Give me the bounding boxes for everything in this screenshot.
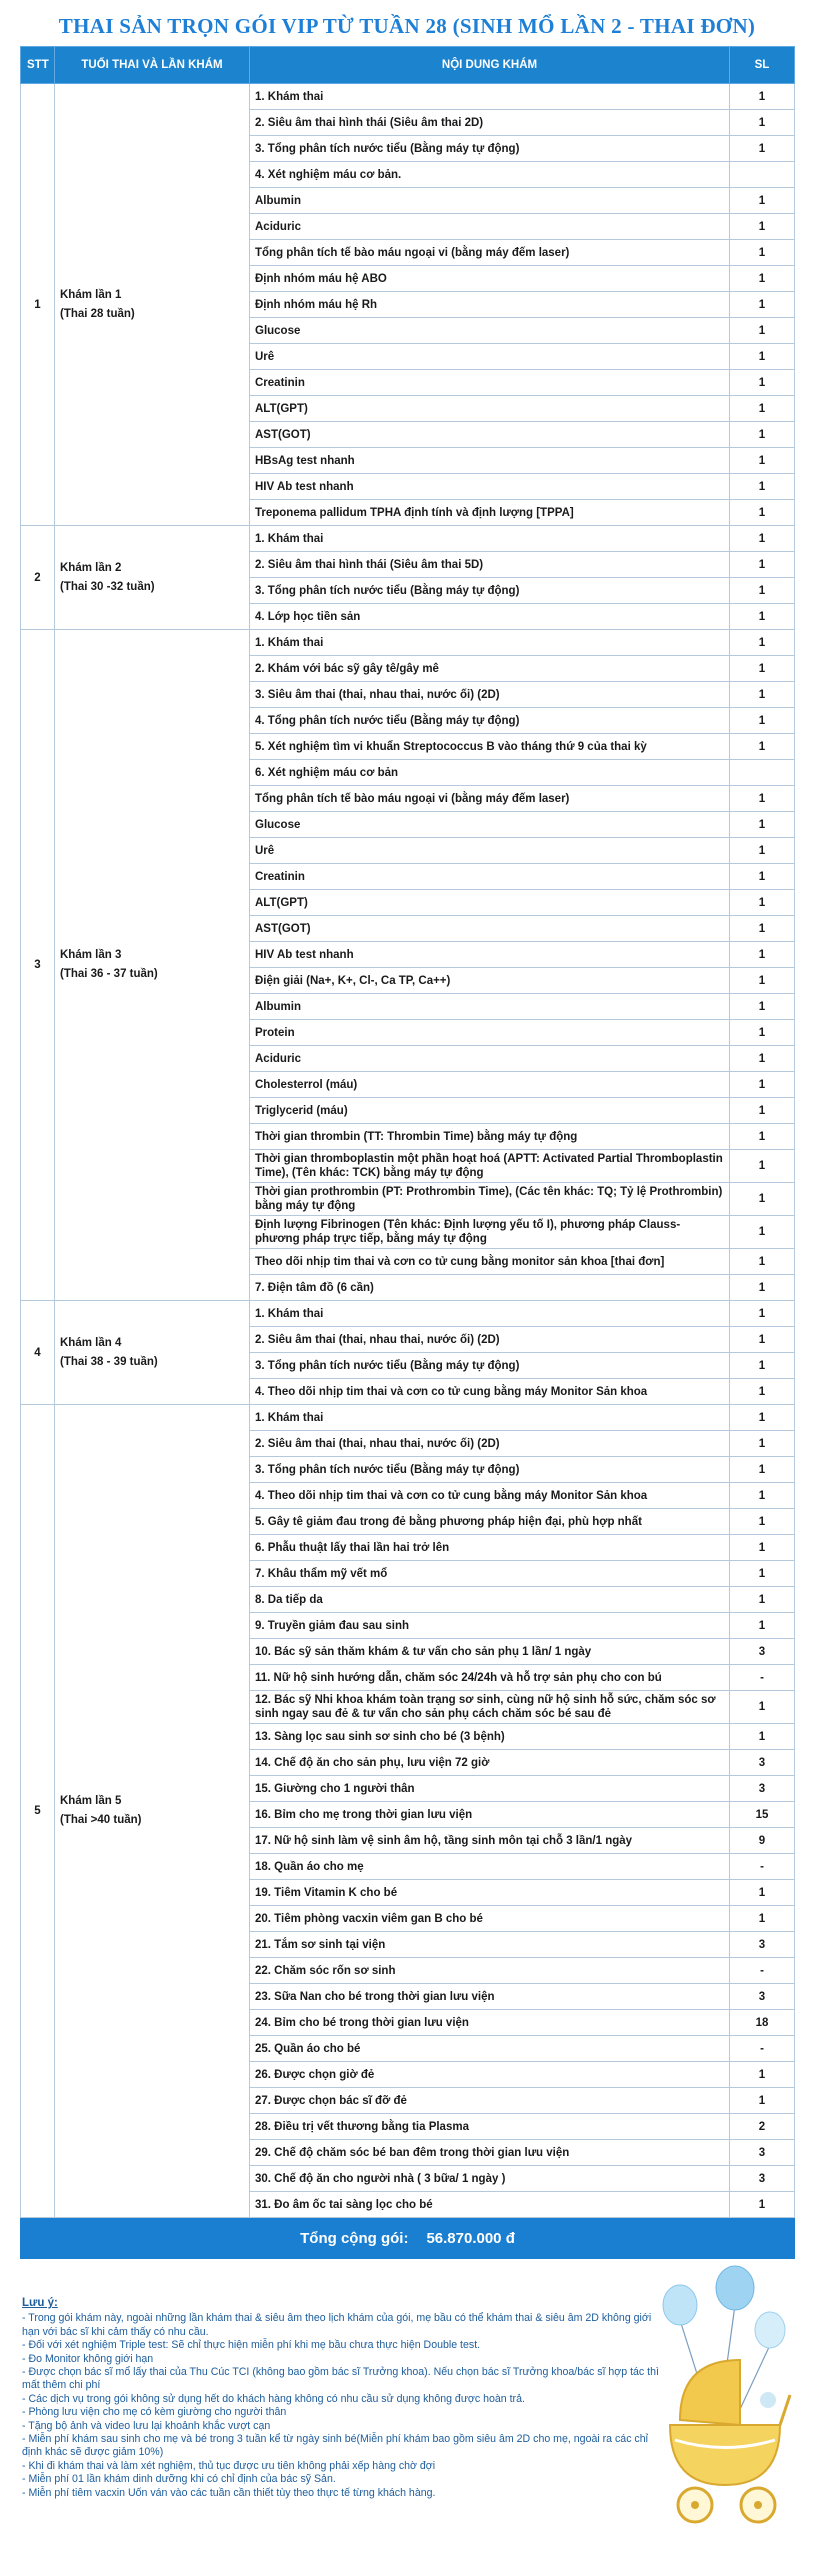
service-qty: 1 (730, 708, 795, 734)
service-item: Theo dõi nhịp tim thai và cơn co tử cung bằng monitor sản khoa [thai đơn] (250, 1249, 730, 1275)
service-item: AST(GOT) (250, 916, 730, 942)
note-line: - Được chọn bác sĩ mổ lấy thai của Thu Cúc TCI (không bao gồm bác sĩ Trưởng khoa). Nếu chọn bác sĩ Trưởng khoa/bác sĩ hợp tác thì mất thêm chi phí (22, 2366, 659, 2392)
visit-cell (55, 526, 250, 630)
service-qty: 1 (730, 1327, 795, 1353)
service-item: 1. Khám thai (250, 84, 730, 110)
service-item: 26. Được chọn giờ đẻ (250, 2062, 730, 2088)
service-qty: 1 (730, 890, 795, 916)
note-line: - Đo Monitor không giới hạn (22, 2352, 154, 2365)
service-qty: 1 (730, 734, 795, 760)
service-item: Urê (250, 838, 730, 864)
service-qty: 1 (730, 1509, 795, 1535)
service-item: 19. Tiêm Vitamin K cho bé (250, 1880, 730, 1906)
service-qty: 1 (730, 2192, 795, 2218)
service-item: Urê (250, 344, 730, 370)
service-item: 12. Bác sỹ Nhi khoa khám toàn trạng sơ sinh, cùng nữ hộ sinh hỗ sức, chăm sóc sơ sinh ngay sau đẻ & tư vấn cho sản phụ cách chăm sóc bé sau đẻ (250, 1691, 730, 1724)
service-qty: 1 (730, 838, 795, 864)
service-qty: 1 (730, 1020, 795, 1046)
service-item: 3. Tổng phân tích nước tiểu (Bằng máy tự động) (250, 1457, 730, 1483)
visit-cell (55, 1301, 250, 1405)
notes-list (22, 2312, 662, 2500)
service-item: 25. Quần áo cho bé (250, 2036, 730, 2062)
service-item: Albumin (250, 994, 730, 1020)
service-item: 22. Chăm sóc rốn sơ sinh (250, 1958, 730, 1984)
baby-stroller-balloons-icon (640, 2250, 800, 2550)
service-qty: 9 (730, 1828, 795, 1854)
table-row (21, 630, 795, 656)
note-line: - Trong gói khám này, ngoài những lần khám thai & siêu âm theo lịch khám của gói, mẹ bầu có thể khám thai & siêu âm 2D không giới hạn với bác sĩ khi cảm thấy có nhu cầu. (22, 2312, 652, 2338)
service-qty (730, 760, 795, 786)
service-qty: 1 (730, 604, 795, 630)
service-item: Thời gian prothrombin (PT: Prothrombin Time), (Các tên khác: TQ; Tỷ lệ Prothrombin) bằng máy tự động (250, 1183, 730, 1216)
service-item: 20. Tiêm phòng vacxin viêm gan B cho bé (250, 1906, 730, 1932)
service-item: 7. Điện tâm đồ (6 cần) (250, 1275, 730, 1301)
service-qty: 2 (730, 2114, 795, 2140)
service-item: 6. Xét nghiệm máu cơ bản (250, 760, 730, 786)
service-qty: 1 (730, 786, 795, 812)
package-table (20, 46, 795, 2259)
service-qty: 15 (730, 1802, 795, 1828)
service-item: 4. Tổng phân tích nước tiểu (Bằng máy tự động) (250, 708, 730, 734)
service-qty: 1 (730, 1301, 795, 1327)
service-qty: 1 (730, 968, 795, 994)
service-item: Tổng phân tích tế bào máu ngoại vi (bằng máy đếm laser) (250, 240, 730, 266)
service-item: 3. Siêu âm thai (thai, nhau thai, nước ối) (2D) (250, 682, 730, 708)
service-qty: 1 (730, 1379, 795, 1405)
service-qty: 1 (730, 136, 795, 162)
service-qty: 1 (730, 578, 795, 604)
service-qty: 1 (730, 552, 795, 578)
note-line: - Đối với xét nghiệm Triple test: Sẽ chỉ thực hiện miễn phí khi mẹ bầu chưa thực hiện Double test. (22, 2339, 481, 2352)
service-item: 16. Bỉm cho mẹ trong thời gian lưu viện (250, 1802, 730, 1828)
total-amount: 56.870.000 đ (426, 2229, 515, 2247)
note-line: - Tặng bộ ảnh và video lưu lại khoảnh khắc vượt cạn (22, 2419, 271, 2432)
visit-number: 1 (21, 84, 55, 526)
service-item: 4. Xét nghiệm máu cơ bản. (250, 162, 730, 188)
service-item: 2. Siêu âm thai hình thái (Siêu âm thai 2D) (250, 110, 730, 136)
visit-number: 5 (21, 1405, 55, 2218)
service-item: 14. Chế độ ăn cho sản phụ, lưu viện 72 giờ (250, 1750, 730, 1776)
service-qty: 1 (730, 682, 795, 708)
service-qty: 1 (730, 422, 795, 448)
service-item: 5. Gây tê giảm đau trong đẻ bằng phương pháp hiện đại, phù hợp nhất (250, 1509, 730, 1535)
service-item: 29. Chế độ chăm sóc bé ban đêm trong thời gian lưu viện (250, 2140, 730, 2166)
table-body (21, 84, 795, 2259)
service-qty: 1 (730, 656, 795, 682)
service-item: 27. Được chọn bác sĩ đỡ đẻ (250, 2088, 730, 2114)
service-item: 8. Da tiếp da (250, 1587, 730, 1613)
service-item: HIV Ab test nhanh (250, 942, 730, 968)
note-line: - Miễn phí 01 lần khám dinh dưỡng khi có chỉ định của bác sỹ Sản. (22, 2473, 336, 2486)
note-line: - Khi đi khám thai và làm xét nghiệm, thủ tục được ưu tiên không phải xếp hàng chờ đợi (22, 2459, 436, 2472)
service-qty: 1 (730, 344, 795, 370)
note-line: - Các dịch vụ trong gói không sử dụng hết do khách hàng không có nhu cầu sử dụng không được hoàn trả. (22, 2392, 525, 2405)
service-qty: 1 (730, 292, 795, 318)
service-qty: 1 (730, 448, 795, 474)
service-qty: 1 (730, 526, 795, 552)
visit-week: (Thai 38 - 39 tuần) (60, 1355, 158, 1368)
service-qty: 1 (730, 1880, 795, 1906)
note-line: - Miễn phí khám sau sinh cho mẹ và bé trong 3 tuần kể từ ngày sinh bé(Miễn phí khám bao gồm siêu âm 2D cho mẹ, ngoài ra các chỉ định khác sẽ được giảm 10%) (22, 2433, 648, 2459)
service-item: Aciduric (250, 1046, 730, 1072)
header-visit: TUỔI THAI VÀ LẦN KHÁM (55, 47, 250, 84)
service-item: HBsAg test nhanh (250, 448, 730, 474)
service-qty: 1 (730, 2062, 795, 2088)
service-item: Creatinin (250, 864, 730, 890)
service-item: ALT(GPT) (250, 890, 730, 916)
page-title: THAI SẢN TRỌN GÓI VIP TỪ TUẦN 28 (SINH MỔ LẦN 2 - THAI ĐƠN) (58, 14, 756, 38)
service-item: 11. Nữ hộ sinh hướng dẫn, chăm sóc 24/24h và hỗ trợ sản phụ cho con bú (250, 1665, 730, 1691)
service-item: ALT(GPT) (250, 396, 730, 422)
service-item: 7. Khâu thẩm mỹ vết mổ (250, 1561, 730, 1587)
visit-label: Khám lần 4 (60, 1336, 122, 1349)
service-item: 3. Tổng phân tích nước tiểu (Bằng máy tự động) (250, 136, 730, 162)
service-qty: 1 (730, 266, 795, 292)
service-qty: 1 (730, 214, 795, 240)
service-item: Glucose (250, 812, 730, 838)
visit-label: Khám lần 5 (60, 1795, 122, 1807)
table-row (21, 1301, 795, 1327)
visit-week: (Thai 30 -32 tuần) (60, 580, 155, 593)
service-item: 1. Khám thai (250, 1405, 730, 1431)
service-qty: 3 (730, 1639, 795, 1665)
service-item: 1. Khám thai (250, 630, 730, 656)
service-item: Protein (250, 1020, 730, 1046)
service-qty: 1 (730, 1072, 795, 1098)
service-item: 31. Đo âm ốc tai sàng lọc cho bé (250, 2192, 730, 2218)
visit-week: (Thai 28 tuần) (60, 307, 135, 320)
service-qty: 1 (730, 500, 795, 526)
service-item: AST(GOT) (250, 422, 730, 448)
service-item: 3. Tổng phân tích nước tiểu (Bằng máy tự động) (250, 578, 730, 604)
visit-cell (55, 630, 250, 1301)
service-item: 24. Bỉm cho bé trong thời gian lưu viện (250, 2010, 730, 2036)
visit-week: (Thai 36 - 37 tuần) (60, 968, 158, 980)
table-header-row (21, 47, 795, 84)
visit-cell (55, 84, 250, 526)
service-qty: 1 (730, 84, 795, 110)
service-item: 4. Lớp học tiền sản (250, 604, 730, 630)
service-item: 21. Tắm sơ sinh tại viện (250, 1932, 730, 1958)
service-qty: 1 (730, 916, 795, 942)
total-label: Tổng cộng gói: (300, 2229, 409, 2247)
visit-label: Khám lần 1 (60, 288, 122, 301)
service-item: Định nhóm máu hệ Rh (250, 292, 730, 318)
service-item: 1. Khám thai (250, 1301, 730, 1327)
service-qty: - (730, 2036, 795, 2062)
service-qty: 1 (730, 1046, 795, 1072)
service-item: 2. Khám với bác sỹ gây tê/gây mê (250, 656, 730, 682)
service-item: Thời gian thrombin (TT: Thrombin Time) bằng máy tự động (250, 1124, 730, 1150)
service-item: 18. Quần áo cho mẹ (250, 1854, 730, 1880)
visit-label: Khám lần 3 (60, 949, 122, 961)
visit-number: 3 (21, 630, 55, 1301)
service-item: 2. Siêu âm thai (thai, nhau thai, nước ối) (2D) (250, 1431, 730, 1457)
service-qty: 1 (730, 1906, 795, 1932)
service-item: 9. Truyền giảm đau sau sinh (250, 1613, 730, 1639)
service-qty: 1 (730, 1724, 795, 1750)
service-qty: 1 (730, 1457, 795, 1483)
service-qty: 1 (730, 812, 795, 838)
service-item: 13. Sàng lọc sau sinh sơ sinh cho bé (3 bệnh) (250, 1724, 730, 1750)
service-item: 30. Chế độ ăn cho người nhà ( 3 bữa/ 1 ngày ) (250, 2166, 730, 2192)
visit-week: (Thai >40 tuần) (60, 1814, 142, 1826)
visit-number: 2 (21, 526, 55, 630)
service-qty: 1 (730, 1483, 795, 1509)
visit-cell (55, 1405, 250, 2218)
service-qty: 1 (730, 1535, 795, 1561)
service-item: 2. Siêu âm thai hình thái (Siêu âm thai 5D) (250, 552, 730, 578)
note-line: - Phòng lưu viện cho mẹ có kèm giường cho người thân (22, 2406, 287, 2419)
service-qty: 1 (730, 1587, 795, 1613)
header-content: NỘI DUNG KHÁM (250, 47, 730, 84)
service-item: Albumin (250, 188, 730, 214)
service-item: 15. Giường cho 1 người thân (250, 1776, 730, 1802)
header-stt: STT (21, 47, 55, 84)
service-item: Aciduric (250, 214, 730, 240)
service-qty: 1 (730, 630, 795, 656)
service-qty: - (730, 1665, 795, 1691)
service-qty: 1 (730, 318, 795, 344)
notes-section (22, 2297, 662, 2500)
service-qty: 1 (730, 1431, 795, 1457)
service-qty: 1 (730, 474, 795, 500)
service-qty: - (730, 1958, 795, 1984)
service-qty: 1 (730, 1613, 795, 1639)
service-item: Điện giải (Na+, K+, Cl-, Ca TP, Ca++) (250, 968, 730, 994)
service-item: 23. Sữa Nan cho bé trong thời gian lưu viện (250, 1984, 730, 2010)
service-qty: 1 (730, 2088, 795, 2114)
service-qty: 18 (730, 2010, 795, 2036)
service-qty: 1 (730, 240, 795, 266)
service-item: Creatinin (250, 370, 730, 396)
service-qty: 1 (730, 942, 795, 968)
service-qty: 1 (730, 110, 795, 136)
service-qty: 3 (730, 1776, 795, 1802)
service-item: Định nhóm máu hệ ABO (250, 266, 730, 292)
service-qty (730, 162, 795, 188)
service-qty: 1 (730, 1098, 795, 1124)
service-qty: 3 (730, 1984, 795, 2010)
service-item: Glucose (250, 318, 730, 344)
service-item: 4. Theo dõi nhịp tim thai và cơn co tử cung bằng máy Monitor Sản khoa (250, 1483, 730, 1509)
service-qty: - (730, 1854, 795, 1880)
service-item: HIV Ab test nhanh (250, 474, 730, 500)
service-qty: 1 (730, 188, 795, 214)
service-item: 1. Khám thai (250, 526, 730, 552)
service-qty: 1 (730, 1216, 795, 1249)
service-qty: 1 (730, 994, 795, 1020)
service-qty: 1 (730, 1691, 795, 1724)
service-qty: 1 (730, 1353, 795, 1379)
service-qty: 1 (730, 1405, 795, 1431)
service-qty: 1 (730, 1561, 795, 1587)
service-qty: 3 (730, 2140, 795, 2166)
service-item: Treponema pallidum TPHA định tính và định lượng [TPPA] (250, 500, 730, 526)
service-item: 4. Theo dõi nhịp tim thai và cơn co tử cung bằng máy Monitor Sản khoa (250, 1379, 730, 1405)
service-item: Cholesterrol (máu) (250, 1072, 730, 1098)
service-item: Triglycerid (máu) (250, 1098, 730, 1124)
service-qty: 1 (730, 396, 795, 422)
notes-label: Lưu ý: (22, 2297, 58, 2309)
service-item: Định lượng Fibrinogen (Tên khác: Định lượng yếu tố I), phương pháp Clauss- phương pháp trực tiếp, bằng máy tự động (250, 1216, 730, 1249)
service-qty: 3 (730, 1932, 795, 1958)
service-qty: 1 (730, 1249, 795, 1275)
service-qty: 3 (730, 1750, 795, 1776)
service-item: 2. Siêu âm thai (thai, nhau thai, nước ối) (2D) (250, 1327, 730, 1353)
service-qty: 1 (730, 370, 795, 396)
visit-number: 4 (21, 1301, 55, 1405)
service-item: 28. Điều trị vết thương bằng tia Plasma (250, 2114, 730, 2140)
service-qty: 1 (730, 1150, 795, 1183)
service-qty: 3 (730, 2166, 795, 2192)
service-item: 17. Nữ hộ sinh làm vệ sinh âm hộ, tầng sinh môn tại chỗ 3 lần/1 ngày (250, 1828, 730, 1854)
header-qty: SL (730, 47, 795, 84)
note-line: - Miễn phí tiêm vacxin Uốn ván vào các tuần cần thiết tùy theo thực tế từng khách hàng. (22, 2486, 436, 2499)
table-row (21, 84, 795, 110)
service-qty: 1 (730, 864, 795, 890)
service-item: 6. Phẫu thuật lấy thai lần hai trở lên (250, 1535, 730, 1561)
service-item: Tổng phân tích tế bào máu ngoại vi (bằng máy đếm laser) (250, 786, 730, 812)
service-item: 10. Bác sỹ sản thăm khám & tư vấn cho sản phụ 1 lần/ 1 ngày (250, 1639, 730, 1665)
table-row (21, 1405, 795, 1431)
service-item: 3. Tổng phân tích nước tiểu (Bằng máy tự động) (250, 1353, 730, 1379)
service-item: 5. Xét nghiệm tìm vi khuẩn Streptococcus B vào tháng thứ 9 của thai kỳ (250, 734, 730, 760)
service-item: Thời gian thromboplastin một phần hoạt hoá (APTT: Activated Partial Thromboplastin Time), (Tên khác: TCK) bằng máy tự động (250, 1150, 730, 1183)
table-row (21, 526, 795, 552)
service-qty: 1 (730, 1275, 795, 1301)
service-qty: 1 (730, 1124, 795, 1150)
service-qty: 1 (730, 1183, 795, 1216)
visit-label: Khám lần 2 (60, 561, 122, 574)
